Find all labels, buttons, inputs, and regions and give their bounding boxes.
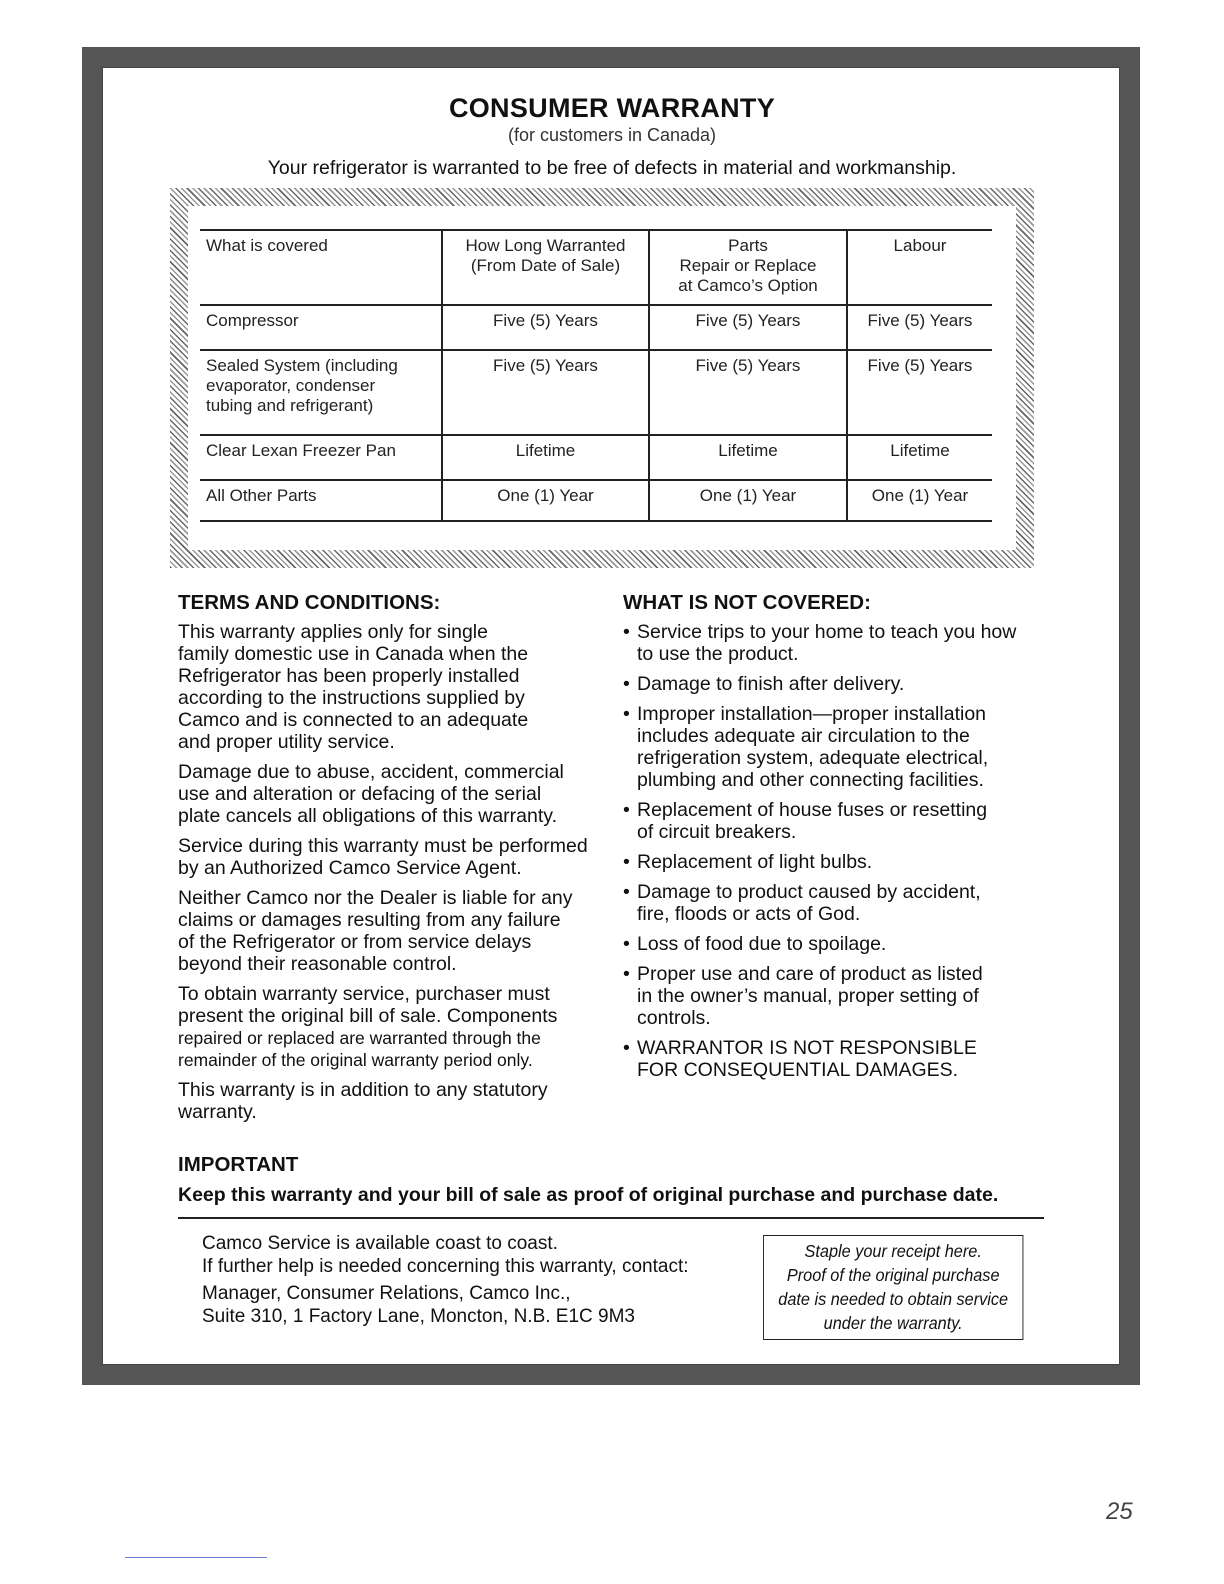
- terms-paragraph: Damage due to abuse, accident, commercial use and alteration or defacing of the serial plate cancels all obligations of this warranty.: [178, 761, 564, 827]
- terms-heading: TERMS AND CONDITIONS:: [178, 591, 441, 614]
- not-covered-item: [623, 621, 1043, 665]
- not-covered-item: [623, 881, 1043, 925]
- not-covered-item: [623, 933, 1043, 955]
- not-covered-item: [623, 799, 1043, 843]
- important-heading: IMPORTANT: [178, 1153, 299, 1176]
- table-header-row: [200, 230, 992, 305]
- not-covered-item-text: Service trips to your home to teach you how to use the product.: [637, 621, 1017, 665]
- table-row: [200, 305, 992, 350]
- contact-line: Manager, Consumer Relations, Camco Inc.,: [202, 1283, 571, 1304]
- terms-section: [178, 592, 598, 1131]
- bullet-icon: •: [623, 621, 630, 643]
- bullet-icon: •: [623, 933, 630, 955]
- table-cell: One (1) Year: [442, 480, 649, 521]
- table-header-cell: Parts Repair or Replace at Camco’s Option: [649, 230, 847, 305]
- table-row: [200, 350, 992, 435]
- not-covered-item-text: Improper installation—proper installation includes adequate air circulation to the refrigeration system, adequate electrical, plumbing and other connecting facilities.: [637, 703, 989, 791]
- not-covered-item-text: Damage to finish after delivery.: [637, 673, 905, 695]
- staple-receipt-box: Staple your receipt here. Proof of the original purchase date is needed to obtain service under the warranty.: [763, 1235, 1023, 1340]
- table-cell: One (1) Year: [649, 480, 847, 521]
- table-cell: Sealed System (including evaporator, condenser tubing and refrigerant): [200, 350, 442, 435]
- not-covered-item-text: Replacement of light bulbs.: [637, 851, 873, 873]
- table-header-cell: Labour: [847, 230, 992, 305]
- page-title: CONSUMER WARRANTY: [448, 93, 776, 123]
- terms-paragraph: Neither Camco nor the Dealer is liable for any claims or damages resulting from any failure of the Refrigerator or from service delays beyond their reasonable control.: [178, 887, 573, 975]
- table-header-cell: How Long Warranted (From Date of Sale): [442, 230, 649, 305]
- table-cell: All Other Parts: [200, 480, 442, 521]
- terms-paragraph: This warranty is in addition to any statutory warranty.: [178, 1079, 548, 1123]
- not-covered-item-text: Replacement of house fuses or resetting of circuit breakers.: [637, 799, 988, 843]
- table-cell: One (1) Year: [847, 480, 992, 521]
- contact-line: Camco Service is available coast to coast.: [202, 1233, 558, 1254]
- not-covered-item-text: Damage to product caused by accident, fire, floods or acts of God.: [637, 881, 981, 925]
- bullet-icon: •: [623, 881, 630, 903]
- table-cell: Lifetime: [442, 435, 649, 480]
- not-covered-item: [623, 851, 1043, 873]
- table-cell: Five (5) Years: [847, 305, 992, 350]
- coverage-table: [200, 229, 992, 522]
- not-covered-item: [623, 673, 1043, 695]
- page-subtitle: (for customers in Canada): [507, 125, 717, 145]
- not-covered-item-text: Loss of food due to spoilage.: [637, 933, 887, 955]
- not-covered-section: [623, 592, 1043, 1089]
- not-covered-item-text: WARRANTOR IS NOT RESPONSIBLE FOR CONSEQUENTIAL DAMAGES.: [637, 1037, 977, 1081]
- terms-paragraph: repaired or replaced are warranted through the remainder of the original warranty period only.: [178, 1028, 541, 1070]
- table-cell: Five (5) Years: [847, 350, 992, 435]
- contact-line: Suite 310, 1 Factory Lane, Moncton, N.B. E1C 9M3: [202, 1306, 636, 1327]
- table-cell: Five (5) Years: [442, 350, 649, 435]
- bullet-icon: •: [623, 799, 630, 821]
- table-row: [200, 435, 992, 480]
- not-covered-item: [623, 963, 1043, 1029]
- table-header-cell: What is covered: [200, 230, 442, 305]
- bullet-icon: •: [623, 851, 630, 873]
- not-covered-list: [623, 621, 1043, 1081]
- not-covered-item: [623, 703, 1043, 791]
- table-cell: Lifetime: [847, 435, 992, 480]
- terms-paragraph: This warranty applies only for single family domestic use in Canada when the Refrigerator has been properly installed according to the instructions supplied by Camco and is connected to an adequate and proper utility service.: [178, 621, 529, 753]
- bullet-icon: •: [623, 703, 630, 725]
- page-number: 25: [1106, 1498, 1133, 1525]
- not-covered-heading: WHAT IS NOT COVERED:: [623, 591, 871, 614]
- terms-paragraph: To obtain warranty service, purchaser must present the original bill of sale. Components: [178, 983, 558, 1027]
- table-cell: Five (5) Years: [649, 305, 847, 350]
- bullet-icon: •: [623, 673, 630, 695]
- table-cell: Five (5) Years: [649, 350, 847, 435]
- bullet-icon: •: [623, 1037, 630, 1059]
- keep-warranty-notice: Keep this warranty and your bill of sale as proof of original purchase and purchase date.: [178, 1184, 999, 1206]
- decorative-line: [125, 1557, 267, 1558]
- terms-paragraph: Service during this warranty must be performed by an Authorized Camco Service Agent.: [178, 835, 588, 879]
- table-cell: Five (5) Years: [442, 305, 649, 350]
- table-cell: Compressor: [200, 305, 442, 350]
- contact-info: [202, 1232, 689, 1328]
- divider: [178, 1217, 1044, 1219]
- table-cell: Clear Lexan Freezer Pan: [200, 435, 442, 480]
- not-covered-item: [623, 1037, 1043, 1081]
- not-covered-item-text: Proper use and care of product as listed in the owner’s manual, proper setting of controls.: [637, 963, 983, 1029]
- bullet-icon: •: [623, 963, 630, 985]
- table-row: [200, 480, 992, 521]
- contact-line: If further help is needed concerning this warranty, contact:: [202, 1256, 689, 1277]
- intro-text: Your refrigerator is warranted to be free of defects in material and workmanship.: [267, 157, 957, 179]
- table-cell: Lifetime: [649, 435, 847, 480]
